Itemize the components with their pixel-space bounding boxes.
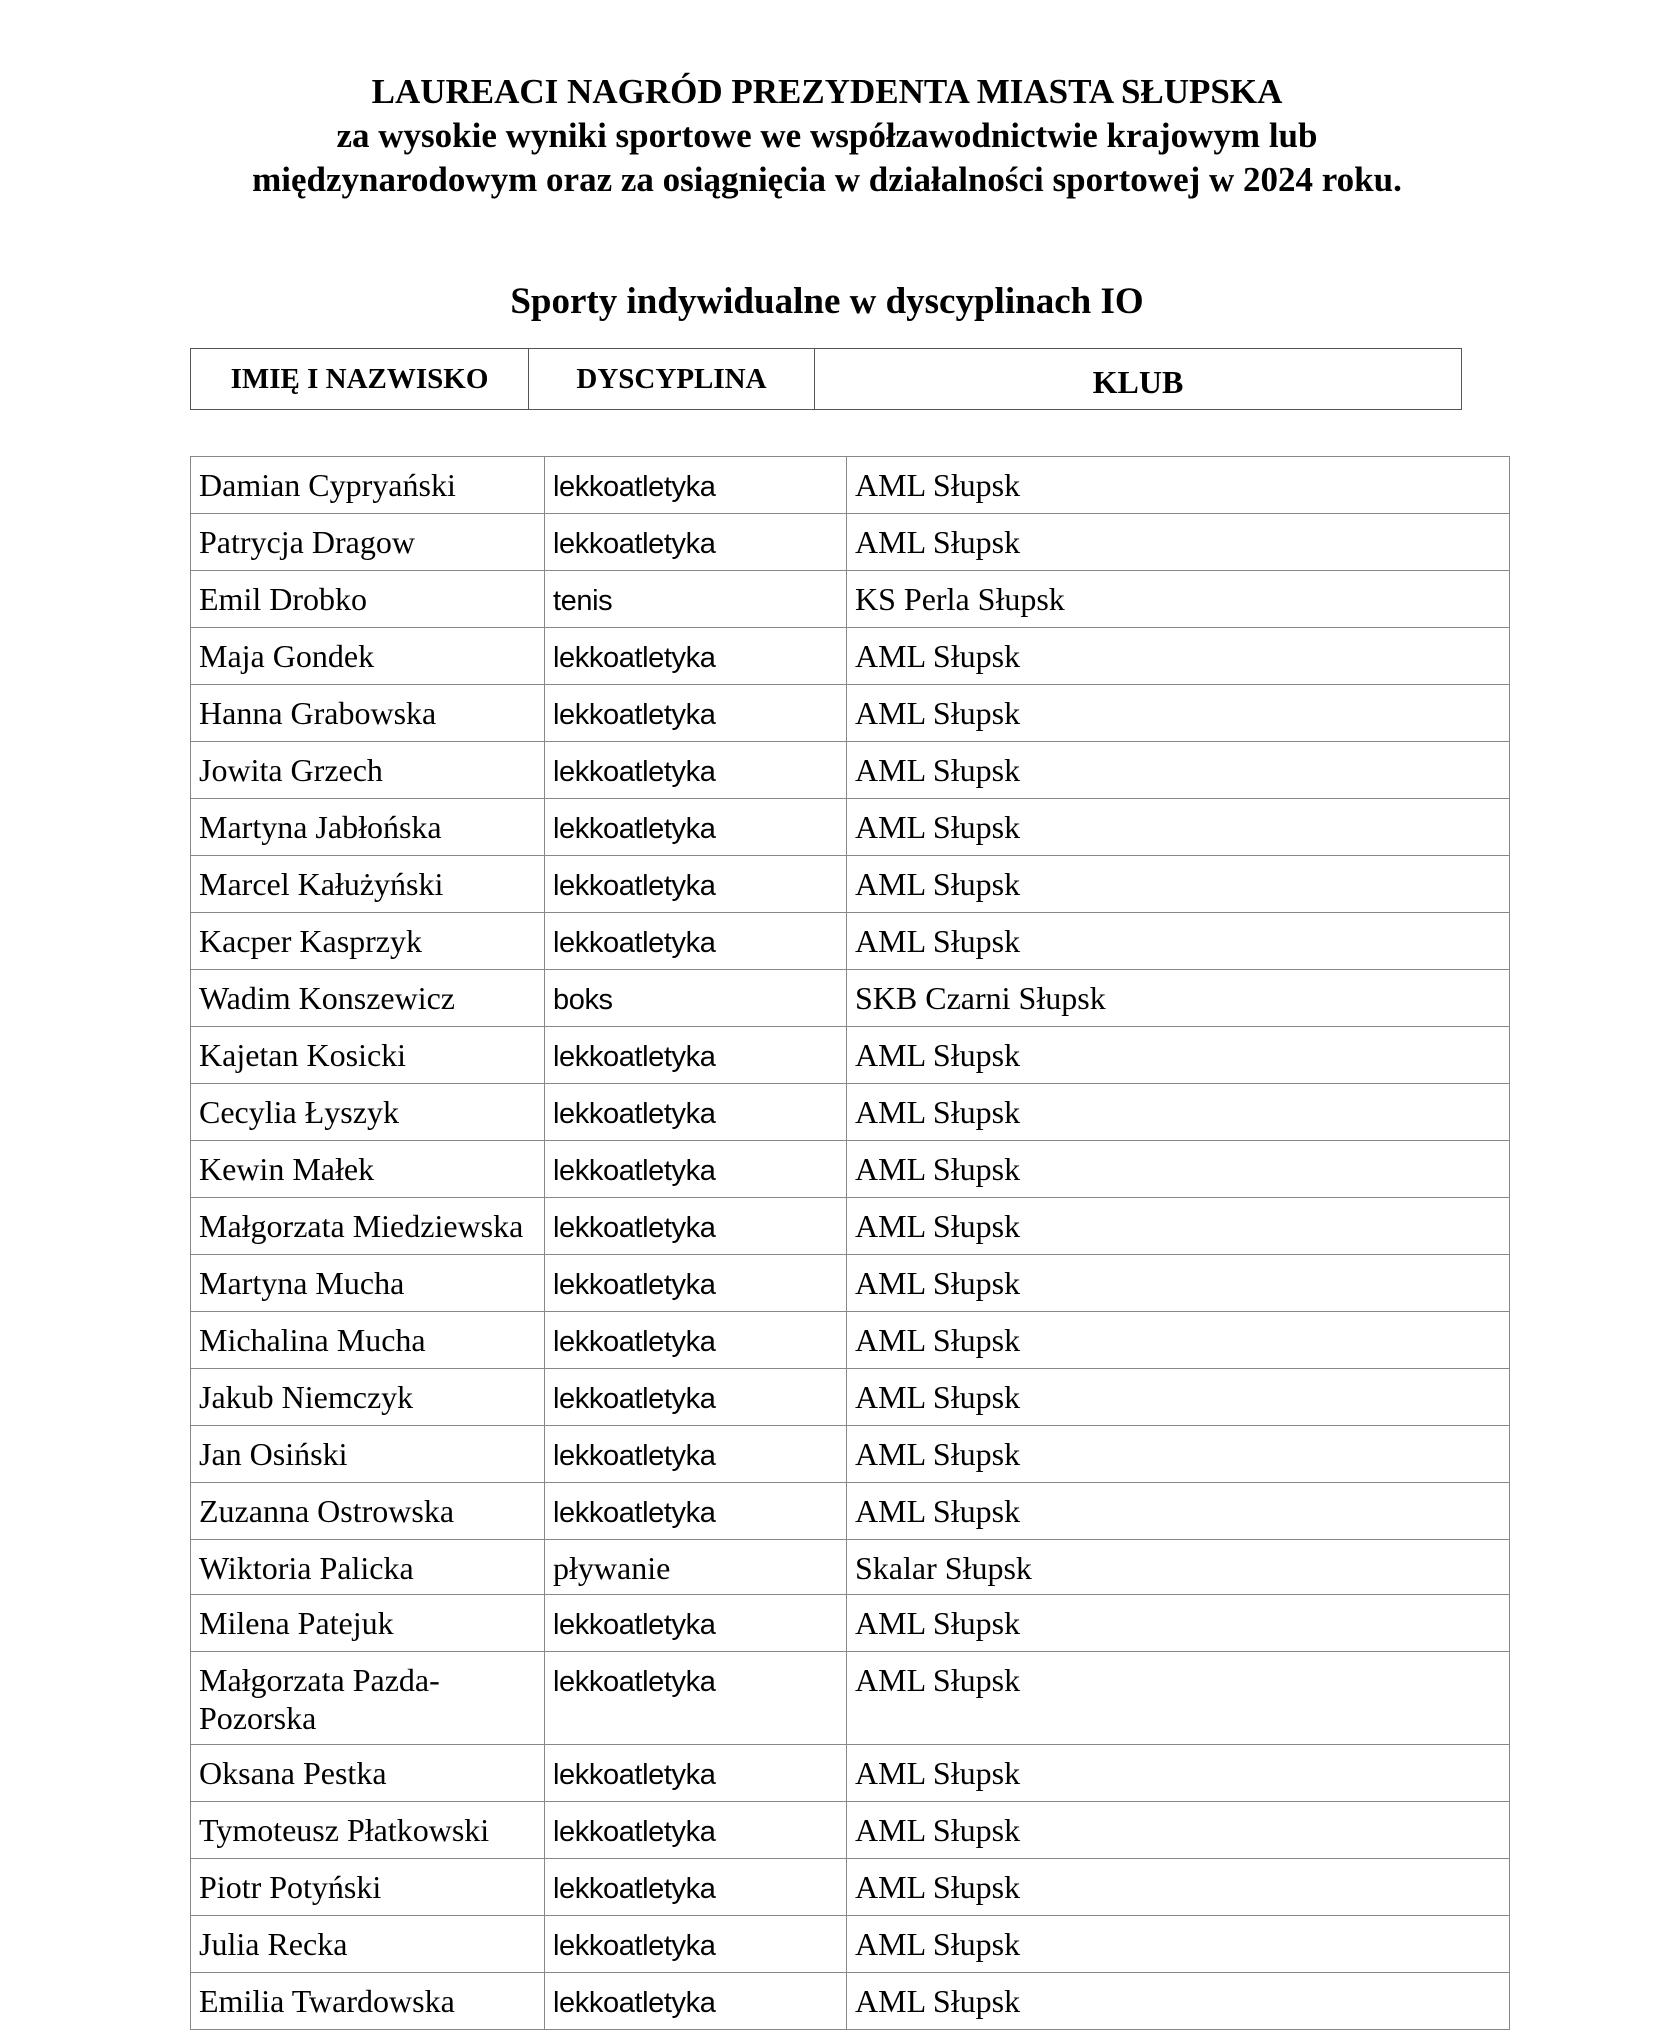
title-line-2: za wysokie wyniki sportowe we współzawodnictwie krajowym lub	[336, 116, 1318, 155]
table-row	[191, 1802, 1510, 1859]
club-cell: Skalar Słupsk	[847, 1540, 1510, 1595]
column-header-name: IMIĘ I NAZWISKO	[191, 349, 529, 410]
club-cell: AML Słupsk	[847, 742, 1510, 799]
discipline-cell: lekkoatletyka	[545, 1595, 847, 1652]
discipline-cell: lekkoatletyka	[545, 1426, 847, 1483]
name-cell: Emilia Twardowska	[191, 1973, 545, 2030]
table-row	[191, 1745, 1510, 1802]
discipline-cell: lekkoatletyka	[545, 1802, 847, 1859]
table-row	[191, 1916, 1510, 1973]
club-cell: AML Słupsk	[847, 799, 1510, 856]
table-row	[191, 742, 1510, 799]
club-cell: AML Słupsk	[847, 1426, 1510, 1483]
discipline-cell: lekkoatletyka	[545, 1652, 847, 1745]
table-row	[191, 799, 1510, 856]
name-cell: Maja Gondek	[191, 628, 545, 685]
name-cell: Damian Cypryański	[191, 457, 545, 514]
title-line-1: LAUREACI NAGRÓD PREZYDENTA MIASTA SŁUPSKA	[371, 72, 1283, 111]
document-title	[0, 70, 1654, 202]
discipline-cell: lekkoatletyka	[545, 1859, 847, 1916]
name-cell: Kacper Kasprzyk	[191, 913, 545, 970]
table-row	[191, 1540, 1510, 1595]
discipline-cell: lekkoatletyka	[545, 1916, 847, 1973]
name-cell: Martyna Mucha	[191, 1255, 545, 1312]
table-row	[191, 1084, 1510, 1141]
name-cell: Julia Recka	[191, 1916, 545, 1973]
name-cell: Zuzanna Ostrowska	[191, 1483, 545, 1540]
table-row	[191, 970, 1510, 1027]
name-cell: Jowita Grzech	[191, 742, 545, 799]
table-row	[191, 1312, 1510, 1369]
table-row	[191, 514, 1510, 571]
title-line-3: międzynarodowym oraz za osiągnięcia w działalności sportowej w 2024 roku.	[252, 160, 1402, 199]
club-cell: AML Słupsk	[847, 1027, 1510, 1084]
discipline-cell: lekkoatletyka	[545, 1084, 847, 1141]
section-title: Sporty indywidualne w dyscyplinach IO	[510, 281, 1144, 322]
name-cell: Emil Drobko	[191, 571, 545, 628]
name-cell: Martyna Jabłońska	[191, 799, 545, 856]
name-cell: Kajetan Kosicki	[191, 1027, 545, 1084]
table-row	[191, 1141, 1510, 1198]
column-header-discipline: DYSCYPLINA	[529, 349, 815, 410]
club-cell: AML Słupsk	[847, 1916, 1510, 1973]
name-cell: Cecylia Łyszyk	[191, 1084, 545, 1141]
club-cell: AML Słupsk	[847, 1483, 1510, 1540]
discipline-cell: lekkoatletyka	[545, 1369, 847, 1426]
discipline-cell: boks	[545, 970, 847, 1027]
name-cell: Małgorzata Miedziewska	[191, 1198, 545, 1255]
club-cell: AML Słupsk	[847, 1859, 1510, 1916]
name-cell: Milena Patejuk	[191, 1595, 545, 1652]
discipline-cell: lekkoatletyka	[545, 1141, 847, 1198]
club-cell: AML Słupsk	[847, 1652, 1510, 1745]
table-row	[191, 1027, 1510, 1084]
table-row	[191, 1652, 1510, 1745]
club-cell: AML Słupsk	[847, 856, 1510, 913]
table-row	[191, 685, 1510, 742]
discipline-cell: lekkoatletyka	[545, 628, 847, 685]
column-header-club: KLUB	[815, 349, 1462, 410]
discipline-cell: lekkoatletyka	[545, 1255, 847, 1312]
name-cell: Michalina Mucha	[191, 1312, 545, 1369]
club-cell: AML Słupsk	[847, 685, 1510, 742]
club-cell: AML Słupsk	[847, 1973, 1510, 2030]
table-row	[191, 457, 1510, 514]
table-row	[191, 856, 1510, 913]
club-cell: AML Słupsk	[847, 1802, 1510, 1859]
club-cell: AML Słupsk	[847, 457, 1510, 514]
discipline-cell: lekkoatletyka	[545, 685, 847, 742]
laureates-table	[190, 456, 1510, 2030]
table-row	[191, 1483, 1510, 1540]
table-row	[191, 1255, 1510, 1312]
club-cell: AML Słupsk	[847, 1084, 1510, 1141]
table-row	[191, 1198, 1510, 1255]
name-cell: Kewin Małek	[191, 1141, 545, 1198]
discipline-cell: tenis	[545, 571, 847, 628]
discipline-cell: lekkoatletyka	[545, 457, 847, 514]
laureates-table-body	[191, 457, 1510, 2030]
club-cell: AML Słupsk	[847, 1595, 1510, 1652]
column-header-table	[190, 348, 1462, 410]
club-cell: AML Słupsk	[847, 514, 1510, 571]
name-cell: Wadim Konszewicz	[191, 970, 545, 1027]
club-cell: AML Słupsk	[847, 1312, 1510, 1369]
name-cell: Tymoteusz Płatkowski	[191, 1802, 545, 1859]
table-row	[191, 1369, 1510, 1426]
discipline-cell: pływanie	[545, 1540, 847, 1595]
discipline-cell: lekkoatletyka	[545, 1973, 847, 2030]
table-row	[191, 1859, 1510, 1916]
table-row	[191, 571, 1510, 628]
discipline-cell: lekkoatletyka	[545, 1312, 847, 1369]
table-row	[191, 628, 1510, 685]
club-cell: KS Perla Słupsk	[847, 571, 1510, 628]
discipline-cell: lekkoatletyka	[545, 913, 847, 970]
discipline-cell: lekkoatletyka	[545, 1027, 847, 1084]
club-cell: AML Słupsk	[847, 1745, 1510, 1802]
table-row	[191, 1426, 1510, 1483]
club-cell: AML Słupsk	[847, 1369, 1510, 1426]
table-row	[191, 1973, 1510, 2030]
discipline-cell: lekkoatletyka	[545, 856, 847, 913]
header-row	[191, 349, 1462, 410]
discipline-cell: lekkoatletyka	[545, 514, 847, 571]
discipline-cell: lekkoatletyka	[545, 742, 847, 799]
table-row	[191, 913, 1510, 970]
name-cell: Wiktoria Palicka	[191, 1540, 545, 1595]
name-cell: Oksana Pestka	[191, 1745, 545, 1802]
discipline-cell: lekkoatletyka	[545, 1198, 847, 1255]
club-cell: SKB Czarni Słupsk	[847, 970, 1510, 1027]
discipline-cell: lekkoatletyka	[545, 1745, 847, 1802]
club-cell: AML Słupsk	[847, 1141, 1510, 1198]
name-cell: Jakub Niemczyk	[191, 1369, 545, 1426]
table-row	[191, 1595, 1510, 1652]
name-cell: Marcel Kałużyński	[191, 856, 545, 913]
club-cell: AML Słupsk	[847, 913, 1510, 970]
club-cell: AML Słupsk	[847, 1255, 1510, 1312]
name-cell: Hanna Grabowska	[191, 685, 545, 742]
name-cell: Małgorzata Pazda-Pozorska	[191, 1652, 545, 1745]
name-cell: Piotr Potyński	[191, 1859, 545, 1916]
discipline-cell: lekkoatletyka	[545, 1483, 847, 1540]
club-cell: AML Słupsk	[847, 628, 1510, 685]
club-cell: AML Słupsk	[847, 1198, 1510, 1255]
discipline-cell: lekkoatletyka	[545, 799, 847, 856]
name-cell: Patrycja Dragow	[191, 514, 545, 571]
name-cell: Jan Osiński	[191, 1426, 545, 1483]
